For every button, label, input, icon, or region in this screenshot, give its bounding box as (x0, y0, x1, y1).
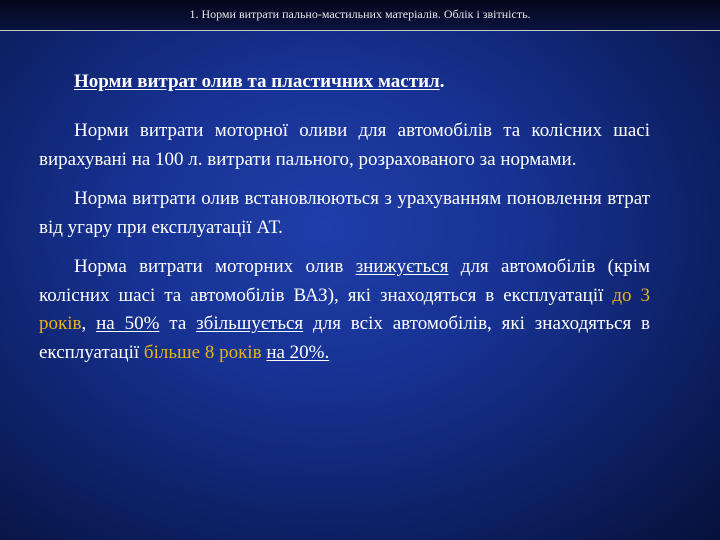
highlight-up-to-3-years: до 3 років (39, 284, 650, 334)
paragraph-loss-norms: Норма витрати олив встановлюються з урахуванням поновлення втрат від угару при експлуатації АТ. (39, 188, 650, 238)
increase-term: збільшується (196, 313, 304, 334)
slide-title-text: Норми витрат олив та пластичних мастил (74, 71, 440, 92)
decrease-50-percent: на 50% (96, 313, 160, 334)
paragraph-motor-oil-norms: Норми витрати моторної оливи для автомобілів та колісних шасі вирахувані на 100 л. витрати пального, розрахованого за нормами. (39, 120, 650, 170)
decrease-term: знижується (355, 256, 449, 277)
slide-title-period: . (439, 71, 445, 92)
paragraph-age-adjustment: Норма витрати моторних олив знижується для автомобілів (крім колісних шасі та автомобілів ВАЗ), які знаходяться в експлуатації до 3 років, на 50% та збільшується для всіх автомобілів, які знаходяться в експлуатації більше 8 років на 20%. (39, 256, 651, 363)
slide-title (74, 71, 444, 93)
highlight-over-8-years: більше 8 років (143, 341, 262, 363)
slide-header: 1. Норми витрати пально-мастильних матеріалів. Облік і звітність. (189, 7, 531, 21)
increase-20-percent: на 20%. (266, 341, 330, 363)
slide-body (39, 117, 650, 378)
